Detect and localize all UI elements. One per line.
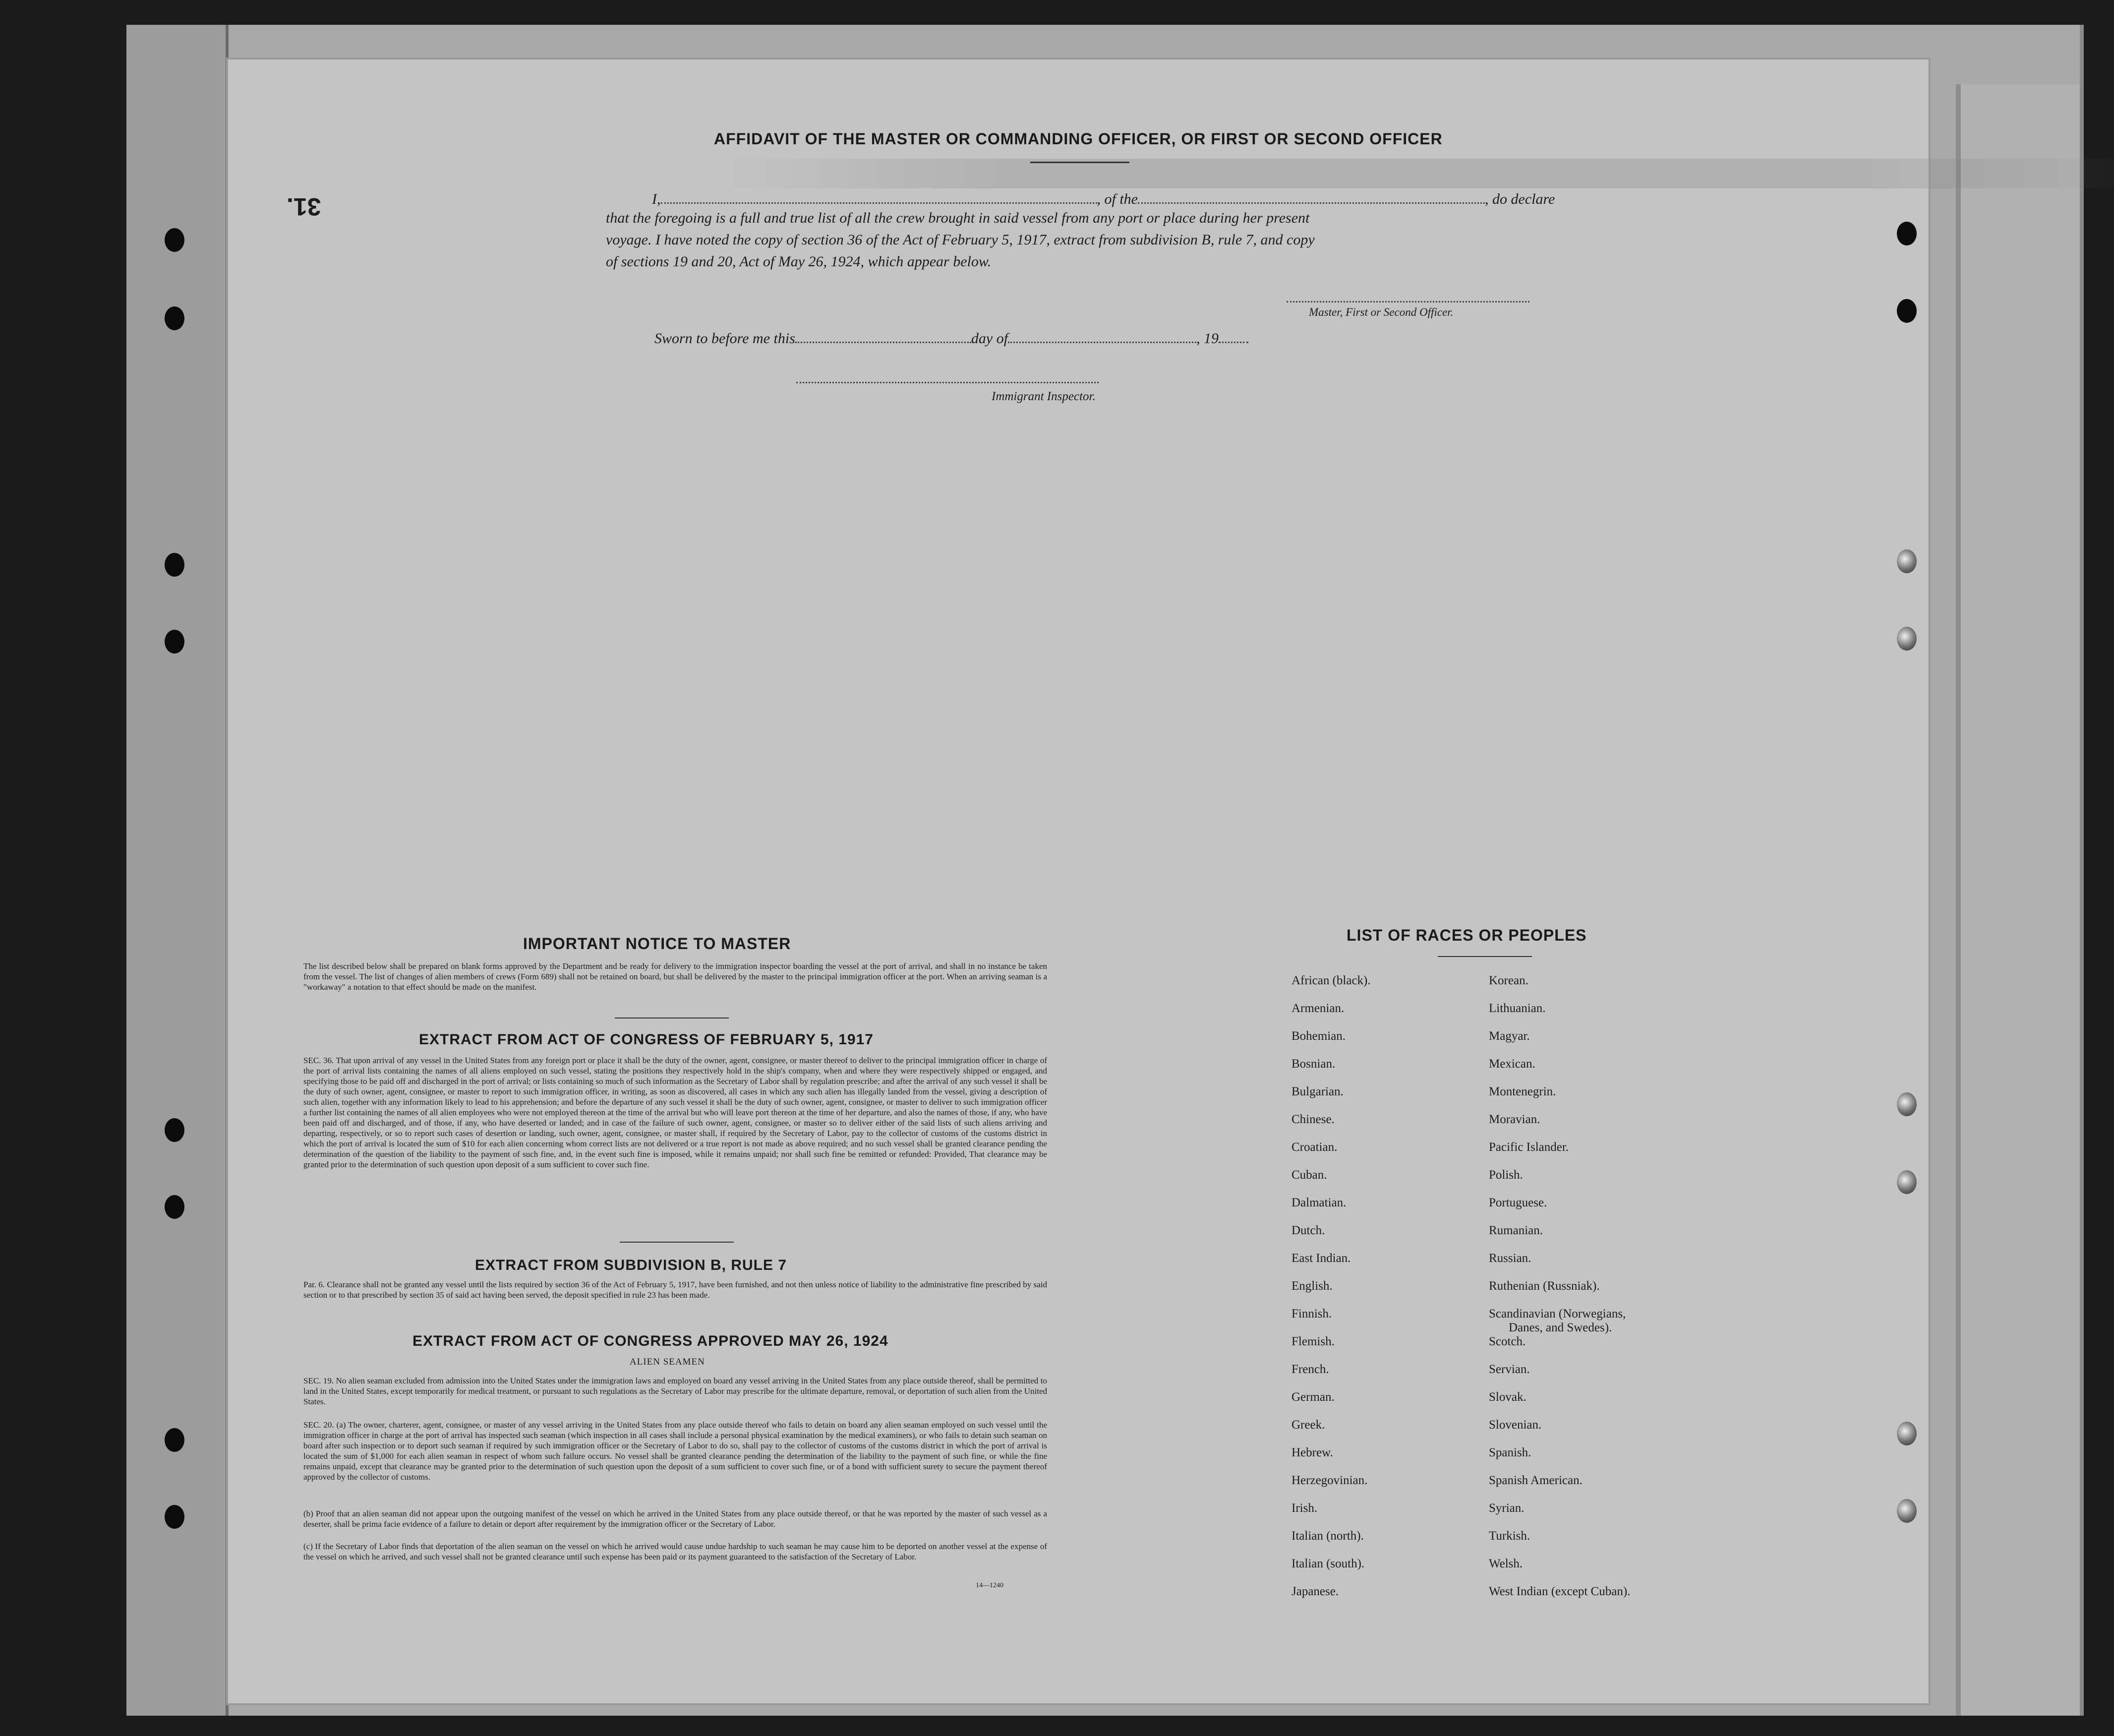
- affidavit-line-3: voyage. I have noted the copy of section 36 of the Act of February 5, 1917, extract from subdivision B, rule 7, and copy: [606, 232, 1315, 248]
- binder-edge-left: [126, 25, 229, 1716]
- month-blank: [1008, 331, 1196, 343]
- race-item: Spanish American.: [1489, 1474, 1583, 1487]
- race-item: Chinese.: [1292, 1113, 1335, 1126]
- race-item: Slovenian.: [1489, 1418, 1542, 1432]
- race-item: Armenian.: [1292, 1002, 1345, 1015]
- sworn-label: Sworn to before me this: [654, 330, 795, 347]
- race-item: English.: [1292, 1279, 1333, 1293]
- race-item: Italian (north).: [1292, 1529, 1364, 1543]
- race-item: Bulgarian.: [1292, 1085, 1344, 1098]
- race-item: Syrian.: [1489, 1501, 1525, 1515]
- rule7-text: Par. 6. Clearance shall not be granted any vessel until the lists required by section 36 of the Act of February 5, 1917, have been furnished, and not then unless notice of liability to the administrative fine prescribed by said section or to that prescribed by section 35 of said act having been served, the deposit specified in rule 23 has been made.: [303, 1280, 1047, 1300]
- affidavit-i-label: I,: [652, 191, 661, 207]
- race-item: Korean.: [1489, 974, 1528, 987]
- year-label: , 19: [1196, 330, 1219, 347]
- signer-caption: Master, First or Second Officer.: [1309, 306, 1454, 318]
- race-item: Turkish.: [1489, 1529, 1530, 1543]
- race-item: Russian.: [1489, 1252, 1531, 1265]
- affidavit-of-the-label: , of the: [1097, 191, 1138, 207]
- race-item: Portuguese.: [1489, 1196, 1547, 1209]
- race-item: Servian.: [1489, 1363, 1530, 1376]
- sworn-line: [654, 330, 1248, 347]
- race-item: Hebrew.: [1292, 1446, 1333, 1459]
- punch-hole: [165, 1428, 184, 1452]
- race-item: Finnish.: [1292, 1307, 1332, 1320]
- bleed-through-text: [714, 159, 2114, 188]
- race-item: Montenegrin.: [1489, 1085, 1556, 1098]
- race-item: Japanese.: [1292, 1585, 1339, 1598]
- name-blank: [661, 191, 1097, 204]
- alien-seamen-subtitle: ALIEN SEAMEN: [630, 1357, 705, 1367]
- margin-mark: 31.: [287, 193, 321, 221]
- race-item-continuation: Danes, and Swedes).: [1509, 1321, 1612, 1334]
- race-item: West Indian (except Cuban).: [1489, 1585, 1631, 1598]
- race-item: Flemish.: [1292, 1335, 1335, 1348]
- race-item: Scotch.: [1489, 1335, 1526, 1348]
- race-item: Dutch.: [1292, 1224, 1325, 1237]
- race-item: African (black).: [1292, 974, 1371, 987]
- race-item: Welsh.: [1489, 1557, 1523, 1570]
- divider: [1030, 162, 1129, 163]
- race-item: East Indian.: [1292, 1252, 1351, 1265]
- punch-hole: [1897, 1170, 1917, 1194]
- inspector-caption: Immigrant Inspector.: [992, 390, 1096, 403]
- race-item: Herzegovinian.: [1292, 1474, 1368, 1487]
- race-item: Irish.: [1292, 1501, 1318, 1515]
- extract-1924-title: EXTRACT FROM ACT OF CONGRESS APPROVED MAY 26, 1924: [412, 1333, 888, 1349]
- race-item: Spanish.: [1489, 1446, 1531, 1459]
- sec20b-text: (b) Proof that an alien seaman did not appear upon the outgoing manifest of the vessel on which he arrived in the United States from any place outside thereof, or that he was reported by the master of such vessel as a deserter, shall be prima facie evidence of a failure to detain or deport after requirement by the immigration officer or the Secretary of Labor.: [303, 1509, 1047, 1529]
- year-blank: [1219, 331, 1248, 343]
- race-item: French.: [1292, 1363, 1329, 1376]
- race-item: Dalmatian.: [1292, 1196, 1347, 1209]
- punch-hole: [165, 306, 184, 330]
- sec19-text: SEC. 19. No alien seaman excluded from admission into the United States under the immigration laws and employed on board any vessel arriving in the United States from any place outside thereof, shall be permitted to land in the United States, except temporarily for medical treatment, or pursuant to such regulations as the Secretary of Labor may prescribe for the ultimate departure, removal, or deportation of such alien from the United States.: [303, 1376, 1047, 1406]
- race-item: Ruthenian (Russniak).: [1489, 1279, 1600, 1293]
- race-item: Pacific Islander.: [1489, 1140, 1569, 1154]
- races-right-column: [1489, 974, 1630, 1613]
- signature-blank: [1287, 290, 1529, 302]
- affidavit-line-2: that the foregoing is a full and true list of all the crew brought in said vessel from any port or place during her present: [606, 210, 1310, 226]
- race-item: Cuban.: [1292, 1168, 1327, 1182]
- race-item: Polish.: [1489, 1168, 1523, 1182]
- affidavit-declare-label: , do declare: [1485, 191, 1555, 207]
- race-item: Rumanian.: [1489, 1224, 1543, 1237]
- punch-hole: [1897, 1422, 1917, 1445]
- extract-1917-text: SEC. 36. That upon arrival of any vessel in the United States from any foreign port or place it shall be the duty of the owner, agent, consignee, or master thereof to deliver to the principal immigration officer in charge of the port of arrival lists containing the names of all aliens employed on such vessel, stating the positions they respectively hold in the ship's company, when and where they were respectively shipped or engaged, and specifying those to be paid off and discharged in the port of arrival; or lists containing so much of such information as the Secretary of Labor shall by regulation prescribe; and after the arrival of any such vessel it shall be the duty of such owner, agent, consignee, or master to report to such immigration officer, in writing, as soon as discovered, all cases in which any such alien has illegally landed from the vessel, giving a description of such alien, together with any information likely to lead to his apprehension; and before the departure of any such vessel it shall be the duty of such owner, agent, consignee, or master to deliver to such immigration officer a further list containing the names of all alien employees who were not employed thereon at the time of the arrival but who will leave port thereon at the time of her departure, and also the names of those, if any, who have been paid off and discharged, and of those, if any, who have deserted or landed; and in case of the failure of such owner, agent, consignee, or master so to deliver either of the said lists of such aliens arriving and departing, respectively, or so to report such cases of desertion or landing, such owner, agent, consignee, or master shall, if required by the Secretary of Labor, pay to the collector of customs of the customs district in which the port of arrival is located the sum of $10 for each alien concerning whom correct lists are not delivered or a true report is not made as above required; and no such vessel shall be granted clearance pending the determination of the question of the liability to the payment of such fine, and, in the event such fine is imposed, while it remains unpaid; nor shall such fine be remitted or refunded: Provided, That clearance may be granted prior to the determination of such question upon deposit of a sum sufficient to cover such fine.: [303, 1056, 1047, 1169]
- inspector-signature-blank: [796, 371, 1099, 383]
- sworn-date-blank: [795, 331, 971, 343]
- punch-hole: [165, 1505, 184, 1529]
- race-item: Italian (south).: [1292, 1557, 1365, 1570]
- punch-hole: [165, 228, 184, 252]
- race-item-label: Scandinavian (Norwegians,: [1489, 1307, 1626, 1320]
- punch-hole: [1897, 1092, 1917, 1116]
- sec20a-text: SEC. 20. (a) The owner, charterer, agent, consignee, or master of any vessel arriving in the United States from any place outside thereof who fails to detain on board any alien seaman employed on such vessel until the immigration officer in charge at the port of arrival has inspected such seaman (which inspection in all cases shall include a personal physical examination by the medical examiners), or who fails to detain such seaman on board after such inspection or to deport such seaman if required by such immigration officer or the Secretary of Labor to do so, shall pay to the collector of customs of the customs district in which the port of arrival is located the sum of $1,000 for each alien seaman in respect of whom such failure occurs. No vessel shall be granted clearance pending the determination of the liability to the payment of such fine, or while the fine remains unpaid, except that clearance may be granted prior to the determination of such question upon the deposit of a sum sufficient to cover such fine, or of a bond with sufficient surety to secure the payment thereof approved by the collector of customs.: [303, 1420, 1047, 1482]
- race-item: [1489, 1307, 1630, 1335]
- race-item: Magyar.: [1489, 1029, 1530, 1043]
- notice-title: IMPORTANT NOTICE TO MASTER: [523, 935, 791, 953]
- day-of-label: day of: [971, 330, 1008, 347]
- punch-hole: [1897, 299, 1917, 323]
- punch-hole: [1897, 222, 1917, 245]
- race-item: Bosnian.: [1292, 1057, 1336, 1071]
- notice-text: The list described below shall be prepared on blank forms approved by the Department and be ready for delivery to the immigration inspector boarding the vessel at the port of arrival, and shall in no instance be taken from the vessel. The list of changes of alien members of crews (Form 689) shall not be retained on board, but shall be delivered by the master to the principal immigration officer at the port. When an arriving seaman is a "workaway" a notation to that effect should be made on the manifest.: [303, 961, 1047, 992]
- race-item: Croatian.: [1292, 1140, 1338, 1154]
- rule7-title: EXTRACT FROM SUBDIVISION B, RULE 7: [475, 1257, 787, 1273]
- races-left-column: [1292, 974, 1371, 1613]
- affidavit-title: AFFIDAVIT OF THE MASTER OR COMMANDING OFFICER, OR FIRST OR SECOND OFFICER: [714, 130, 1443, 148]
- race-item: Greek.: [1292, 1418, 1325, 1432]
- punch-hole: [165, 1195, 184, 1219]
- affidavit-line-1: [652, 191, 1555, 208]
- punch-hole: [165, 1118, 184, 1142]
- race-item: Bohemian.: [1292, 1029, 1346, 1043]
- form-number: 14—1240: [976, 1582, 1003, 1589]
- race-item: German.: [1292, 1390, 1335, 1404]
- vessel-blank: [1138, 191, 1485, 204]
- divider: [620, 1242, 734, 1243]
- binder-edge-right: [1956, 84, 2080, 1716]
- punch-hole: [1897, 627, 1917, 651]
- race-item: Moravian.: [1489, 1113, 1540, 1126]
- race-item: Lithuanian.: [1489, 1002, 1546, 1015]
- sec20c-text: (c) If the Secretary of Labor finds that deportation of the alien seaman on the vessel on which he arrived would cause undue hardship to such seaman he may cause him to be deported on another vessel at the expense of the vessel on which he arrived, and such vessel shall not be granted clearance until such expense has been paid or its payment guaranteed to the satisfaction of the Secretary of Labor.: [303, 1542, 1047, 1561]
- race-item: Slovak.: [1489, 1390, 1527, 1404]
- races-title: LIST OF RACES OR PEOPLES: [1347, 926, 1587, 944]
- race-item: Mexican.: [1489, 1057, 1535, 1071]
- punch-hole: [165, 630, 184, 654]
- affidavit-line-4: of sections 19 and 20, Act of May 26, 1924, which appear below.: [606, 253, 992, 270]
- punch-hole: [165, 553, 184, 577]
- punch-hole: [1897, 549, 1917, 573]
- punch-hole: [1897, 1499, 1917, 1523]
- extract-1917-title: EXTRACT FROM ACT OF CONGRESS OF FEBRUARY 5, 1917: [419, 1031, 874, 1048]
- divider: [1438, 956, 1532, 957]
